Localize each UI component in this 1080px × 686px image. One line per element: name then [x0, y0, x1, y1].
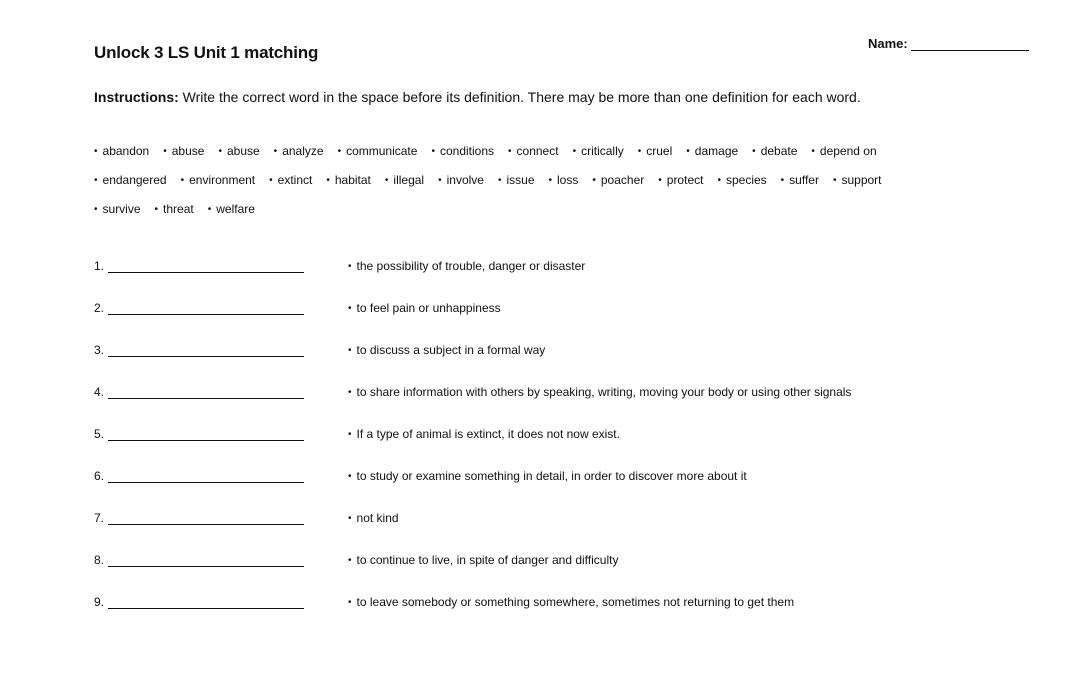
bullet-icon: • — [348, 344, 352, 356]
definition-text: to continue to live, in spite of danger and difficulty — [356, 553, 619, 567]
word-text: abuse — [226, 144, 260, 158]
item-number: 3. — [94, 343, 105, 357]
word-bank-item — [94, 144, 149, 158]
word-bank-item — [163, 144, 204, 158]
definition-text: to study or examine something in detail, in order to discover more about it — [356, 469, 747, 483]
word-text: analyze — [282, 144, 324, 158]
word-bank-item — [431, 144, 494, 158]
bullet-icon: • — [832, 174, 837, 186]
word-text: abuse — [171, 144, 205, 158]
word-bank-row — [94, 144, 994, 173]
definition-text: the possibility of trouble, danger or disaster — [356, 259, 586, 273]
bullet-icon: • — [180, 174, 185, 186]
definition — [348, 553, 618, 567]
answer-blank[interactable] — [108, 511, 304, 525]
definition — [348, 511, 399, 525]
word-text: debate — [760, 144, 798, 158]
word-bank-item — [752, 144, 797, 158]
item-number: 6. — [94, 469, 105, 483]
name-blank[interactable] — [911, 36, 1029, 51]
bullet-icon: • — [348, 596, 352, 608]
bullet-icon: • — [508, 145, 512, 157]
matching-item — [94, 595, 1054, 637]
definition-text: to share information with others by speaking, writing, moving your body or using other signals — [356, 385, 852, 399]
item-number: 8. — [94, 553, 105, 567]
word-bank-item — [181, 173, 256, 187]
definition-text: to feel pain or unhappiness — [356, 301, 501, 315]
word-text: critically — [581, 144, 624, 158]
answer-blank[interactable] — [108, 595, 304, 609]
bullet-icon: • — [94, 203, 98, 215]
word-text: illegal — [393, 173, 425, 187]
definition — [348, 343, 545, 357]
bullet-icon: • — [811, 145, 815, 157]
bullet-icon: • — [154, 203, 159, 215]
word-text: abandon — [102, 144, 150, 158]
matching-item — [94, 511, 1054, 553]
item-number: 1. — [94, 259, 105, 273]
word-text: connect — [516, 144, 559, 158]
word-bank-row — [94, 173, 994, 202]
definition-text: not kind — [356, 511, 399, 525]
definition-text: If a type of animal is extinct, it does not now exist. — [356, 427, 620, 441]
word-text: involve — [446, 173, 484, 187]
word-text: conditions — [439, 144, 495, 158]
bullet-icon: • — [497, 174, 502, 186]
word-bank-row — [94, 202, 994, 231]
bullet-icon: • — [780, 174, 785, 186]
bullet-icon: • — [438, 174, 442, 186]
definition-text: to leave somebody or something somewhere, sometimes not returning to get them — [356, 595, 795, 609]
answer-blank[interactable] — [108, 553, 304, 567]
word-bank-item — [155, 202, 194, 216]
item-number: 4. — [94, 385, 105, 399]
word-bank-item — [573, 144, 624, 158]
word-text: protect — [666, 173, 704, 187]
word-text: communicate — [346, 144, 418, 158]
matching-item — [94, 427, 1054, 469]
definition — [348, 385, 851, 399]
item-number: 5. — [94, 427, 105, 441]
word-text: cruel — [646, 144, 673, 158]
worksheet-title: Unlock 3 LS Unit 1 matching — [94, 43, 319, 62]
matching-item — [94, 553, 1054, 595]
matching-item — [94, 343, 1054, 385]
bullet-icon: • — [273, 145, 278, 157]
bullet-icon: • — [384, 174, 389, 186]
bullet-icon: • — [326, 174, 330, 186]
word-text: species — [725, 173, 767, 187]
bullet-icon: • — [637, 145, 642, 157]
word-text: suffer — [789, 173, 819, 187]
word-bank-item — [94, 202, 141, 216]
definition-text: to discuss a subject in a formal way — [356, 343, 546, 357]
word-bank-item — [811, 144, 876, 158]
answer-blank[interactable] — [108, 385, 304, 399]
word-bank-item — [438, 173, 484, 187]
bullet-icon: • — [572, 145, 577, 157]
bullet-icon: • — [431, 145, 435, 157]
word-bank-item — [326, 173, 371, 187]
matching-item — [94, 259, 1054, 301]
bullet-icon: • — [94, 145, 98, 157]
bullet-icon: • — [658, 174, 662, 186]
bullet-icon: • — [348, 260, 352, 272]
answer-blank[interactable] — [108, 259, 304, 273]
word-bank-item — [274, 144, 324, 158]
answer-blank[interactable] — [108, 343, 304, 357]
definition — [348, 469, 747, 483]
instructions-text: Write the correct word in the space before its definition. There may be more than one definition for each word. — [178, 89, 861, 105]
bullet-icon: • — [592, 174, 596, 186]
bullet-icon: • — [163, 145, 167, 157]
bullet-icon: • — [218, 145, 222, 157]
answer-blank[interactable] — [108, 427, 304, 441]
matching-item — [94, 385, 1054, 427]
answer-blank[interactable] — [108, 301, 304, 315]
matching-item — [94, 469, 1054, 511]
name-field — [868, 36, 1029, 51]
word-text: extinct — [277, 173, 313, 187]
bullet-icon: • — [348, 554, 352, 566]
definition — [348, 259, 585, 273]
name-label: Name: — [868, 36, 908, 51]
word-text: damage — [694, 144, 739, 158]
word-bank-item — [717, 173, 766, 187]
bullet-icon: • — [348, 470, 352, 482]
word-bank-item — [94, 173, 167, 187]
word-text: welfare — [216, 202, 255, 216]
word-text: survive — [102, 202, 141, 216]
word-bank-item — [686, 144, 738, 158]
word-bank-item — [498, 173, 535, 187]
word-text: poacher — [600, 173, 645, 187]
word-text: issue — [506, 173, 535, 187]
word-bank — [94, 144, 994, 231]
word-text: environment — [189, 173, 256, 187]
answer-blank[interactable] — [108, 469, 304, 483]
word-bank-item — [269, 173, 312, 187]
word-bank-item — [338, 144, 418, 158]
word-bank-item — [208, 202, 255, 216]
bullet-icon: • — [752, 145, 756, 157]
word-text: support — [841, 173, 882, 187]
word-text: loss — [557, 173, 579, 187]
word-text: depend on — [819, 144, 877, 158]
item-number: 2. — [94, 301, 105, 315]
matching-item — [94, 301, 1054, 343]
instructions — [94, 89, 861, 105]
word-text: threat — [163, 202, 194, 216]
item-number: 9. — [94, 595, 105, 609]
word-bank-item — [781, 173, 819, 187]
bullet-icon: • — [94, 174, 98, 186]
bullet-icon: • — [686, 145, 690, 157]
word-bank-item — [385, 173, 424, 187]
bullet-icon: • — [337, 145, 342, 157]
word-bank-item — [592, 173, 644, 187]
definition — [348, 595, 794, 609]
bullet-icon: • — [269, 174, 273, 186]
word-bank-item — [658, 173, 703, 187]
definition — [348, 427, 620, 441]
bullet-icon: • — [348, 512, 352, 524]
bullet-icon: • — [348, 302, 352, 314]
word-bank-item — [218, 144, 259, 158]
word-bank-item — [549, 173, 579, 187]
bullet-icon: • — [717, 174, 721, 186]
word-bank-item — [638, 144, 673, 158]
instructions-label: Instructions: — [94, 89, 179, 105]
bullet-icon: • — [207, 203, 212, 215]
item-number: 7. — [94, 511, 105, 525]
bullet-icon: • — [548, 174, 553, 186]
definition-list — [94, 259, 1054, 637]
bullet-icon: • — [348, 428, 352, 440]
word-text: endangered — [102, 173, 167, 187]
bullet-icon: • — [348, 386, 352, 398]
word-bank-item — [833, 173, 882, 187]
word-bank-item — [508, 144, 559, 158]
word-text: habitat — [334, 173, 371, 187]
definition — [348, 301, 501, 315]
